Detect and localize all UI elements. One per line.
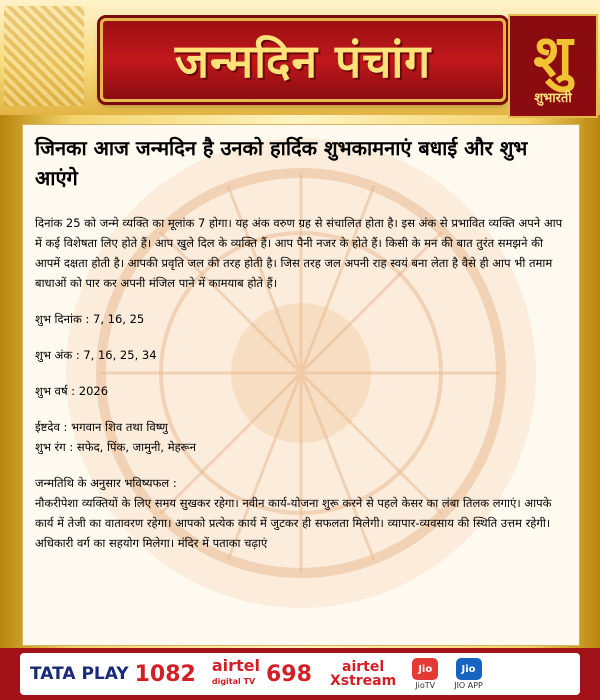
numerology-description: दिनांक 25 को जन्मे व्यक्ति का मूलांक 7 होगा। यह अंक वरुण ग्रह से संचालित होता है। इस अंक से प्रभावित व्यक्ति अपने आप में कई विशेषता लिए होते हैं। आप खुले दिल के व्यक्ति हैं। आप पैनी नजर के होते हैं। किसी के मन की बात तुरंत समझने की आपमें दक्षता होती है। आपकी प्रवृति जल की तरह होती है। जिस तरह जल अपनी राह स्वयं बना लेता है वैसे ही आप भी तमाम बाधाओं को पार कर अपनी मंजिल पाने में कामयाब होते हैं। <box>35 216 563 290</box>
logo-text: शुभारती <box>534 91 572 106</box>
logo-mark: शु <box>533 22 573 90</box>
jiotv-app[interactable] <box>412 658 438 690</box>
brand-logo <box>508 14 598 118</box>
xstream-top-label: airtel <box>342 659 385 675</box>
airtel-channel: 698 <box>266 661 312 687</box>
jiotv-label: JioTV <box>415 681 436 690</box>
title-plaque <box>100 18 506 102</box>
forecast-heading: जन्मतिथि के अनुसार भविष्यफल : <box>35 476 177 490</box>
airtel-label: airtel <box>211 656 260 675</box>
channel-strip <box>20 653 580 695</box>
article-body <box>35 133 567 553</box>
lucky-dates: शुभ दिनांक : 7, 16, 25 <box>35 312 145 326</box>
page-title: जन्मदिन पंचांग <box>174 34 432 88</box>
forecast-text: नौकरीपेशा व्यक्तियों के लिए समय सुखकर रहेगा। नवीन कार्य-योजना शुरू करने से पहले केसर का लंबा तिलक लगाएं। आपके कार्य में तेजी का वातावरण रहेगा। आपको प्रत्येक कार्य में जुटकर ही सफलता मिलेगी। व्यापार-व्यवसाय की स्थिति उत्तम रहेगी। अधिकारी वर्ग का सहयोग मिलेगा। मंदिर में पताका चढ़ाएं <box>35 496 552 550</box>
jio-app-icon: Jio <box>456 658 482 680</box>
left-ornament <box>4 6 84 106</box>
airtel-sub-label: digital TV <box>211 677 256 686</box>
favourable-deity: ईष्टदेव : भगवान शिव तथा विष्णु <box>35 420 168 434</box>
jio-app-label: JIO APP <box>454 681 483 690</box>
article-heading: जिनका आज जन्मदिन है उनको हार्दिक शुभकामनाएं बधाई और शुभ आएंगे <box>35 136 528 190</box>
header-banner <box>0 0 600 115</box>
jio-app[interactable] <box>454 658 483 690</box>
airtel-dth-label <box>212 658 260 690</box>
article-panel <box>22 124 580 646</box>
airtel-xstream-logo <box>330 660 396 688</box>
lucky-numbers: शुभ अंक : 7, 16, 25, 34 <box>35 348 157 362</box>
tata-play-channel: 1082 <box>134 661 196 687</box>
xstream-bottom-label: Xstream <box>329 673 397 689</box>
channel-footer <box>0 648 600 700</box>
jiotv-icon: Jio <box>412 658 438 680</box>
tata-play-label: TATA PLAY <box>30 664 129 684</box>
lucky-colors: शुभ रंग : सफेद, पिंक, जामुनी, मेहरून <box>35 440 196 454</box>
lucky-year: शुभ वर्ष : 2026 <box>35 384 109 398</box>
